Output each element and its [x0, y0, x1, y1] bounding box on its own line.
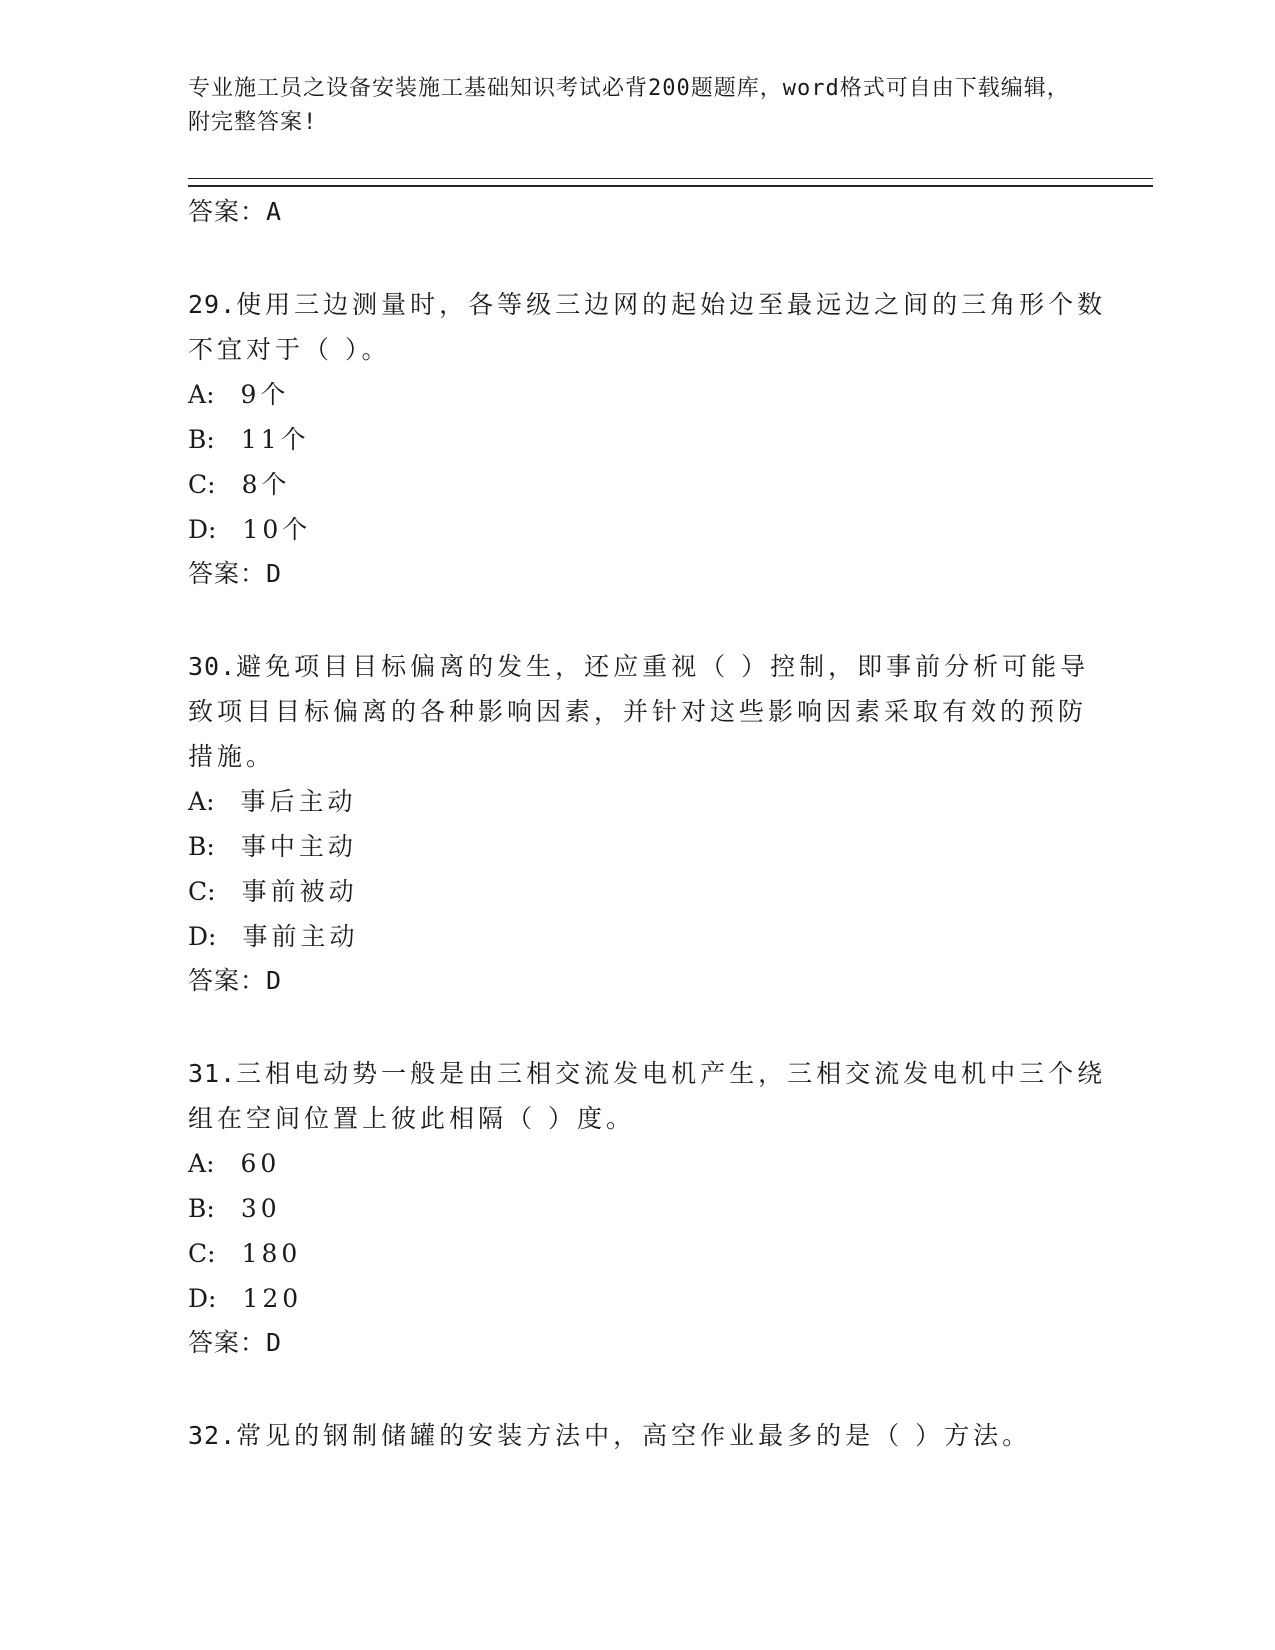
question-number: 32. — [188, 1421, 237, 1450]
option-separator: : — [208, 515, 221, 544]
option-letter: C — [188, 877, 208, 906]
option-letter: A — [188, 1149, 207, 1178]
question-text: 三相电动势一般是由三相交流发电机产生，三相交流发电机中三个绕组在空间位置上彼此相隔（ ）度。 — [188, 1059, 1107, 1133]
spacer — [188, 1365, 1108, 1413]
option-letter: A — [188, 787, 207, 816]
question-31 — [188, 1051, 1108, 1365]
answer — [188, 1321, 1108, 1365]
question-30 — [188, 644, 1108, 1003]
option-text: 事中主动 — [240, 832, 357, 861]
option-separator: : — [207, 877, 220, 906]
option-letter: B — [188, 425, 207, 454]
option-text: 120 — [242, 1284, 303, 1313]
option-text: 9个 — [240, 380, 290, 409]
question-text: 使用三边测量时，各等级三边网的起始边至最远边之间的三角形个数不宜对于（ ）。 — [188, 290, 1107, 364]
question-stem — [188, 282, 1108, 372]
option-letter: D — [188, 515, 209, 544]
question-stem — [188, 1051, 1108, 1141]
option-c — [188, 869, 1108, 914]
question-number: 31. — [188, 1059, 237, 1088]
answer-label: 答案： — [188, 559, 267, 588]
option-letter: A — [188, 380, 207, 409]
answer-value: D — [266, 559, 283, 588]
question-list — [188, 190, 1108, 1458]
option-text: 8个 — [241, 470, 291, 499]
question-number: 29. — [188, 290, 237, 319]
option-text: 30 — [240, 1194, 281, 1223]
option-d — [188, 914, 1108, 959]
option-separator: : — [208, 922, 221, 951]
option-letter: B — [188, 832, 207, 861]
option-letter: D — [188, 922, 209, 951]
option-text: 事后主动 — [240, 787, 357, 816]
option-separator: : — [206, 380, 219, 409]
option-b — [188, 417, 1108, 462]
option-separator: : — [206, 832, 219, 861]
option-letter: C — [188, 1239, 208, 1268]
option-letter: B — [188, 1194, 207, 1223]
option-separator: : — [207, 470, 220, 499]
option-c — [188, 462, 1108, 507]
question-32 — [188, 1413, 1108, 1458]
question-text: 避免项目目标偏离的发生，还应重视（ ）控制，即事前分析可能导致项目目标偏离的各种影响因素，并针对这些影响因素采取有效的预防措施。 — [188, 652, 1090, 771]
question-29 — [188, 282, 1108, 596]
question-text: 常见的钢制储罐的安装方法中，高空作业最多的是（ ）方法。 — [236, 1421, 1032, 1450]
option-separator: : — [208, 1284, 221, 1313]
answer-label: 答案： — [188, 197, 267, 226]
answer-label: 答案： — [188, 1328, 267, 1357]
question-stem — [188, 1413, 1108, 1458]
option-separator: : — [206, 1149, 219, 1178]
option-letter: C — [188, 470, 208, 499]
answer-value: A — [266, 197, 283, 226]
option-text: 事前被动 — [241, 877, 358, 906]
option-a — [188, 372, 1108, 417]
question-stem — [188, 644, 1108, 779]
question-number: 30. — [188, 652, 237, 681]
option-separator: : — [206, 787, 219, 816]
answer-value: D — [266, 1328, 283, 1357]
option-b — [188, 824, 1108, 869]
page-header — [188, 72, 1088, 140]
spacer — [188, 596, 1108, 644]
option-text: 事前主动 — [242, 922, 359, 951]
header-divider — [188, 178, 1153, 187]
option-text: 180 — [241, 1239, 302, 1268]
answer-value: D — [266, 966, 283, 995]
answer — [188, 552, 1108, 596]
previous-answer — [188, 190, 1108, 234]
option-d — [188, 1276, 1108, 1321]
option-c — [188, 1231, 1108, 1276]
option-separator: : — [206, 1194, 219, 1223]
spacer — [188, 1003, 1108, 1051]
answer — [188, 959, 1108, 1003]
spacer — [188, 234, 1108, 282]
document-title: 专业施工员之设备安装施工基础知识考试必背200题题库，word格式可自由下载编辑，附完整答案! — [188, 76, 1070, 135]
option-b — [188, 1186, 1108, 1231]
option-a — [188, 779, 1108, 824]
option-separator: : — [207, 1239, 220, 1268]
answer-label: 答案： — [188, 966, 267, 995]
option-text: 60 — [240, 1149, 281, 1178]
option-text: 10个 — [242, 515, 312, 544]
option-separator: : — [206, 425, 219, 454]
option-d — [188, 507, 1108, 552]
option-text: 11个 — [240, 425, 310, 454]
option-letter: D — [188, 1284, 209, 1313]
option-a — [188, 1141, 1108, 1186]
